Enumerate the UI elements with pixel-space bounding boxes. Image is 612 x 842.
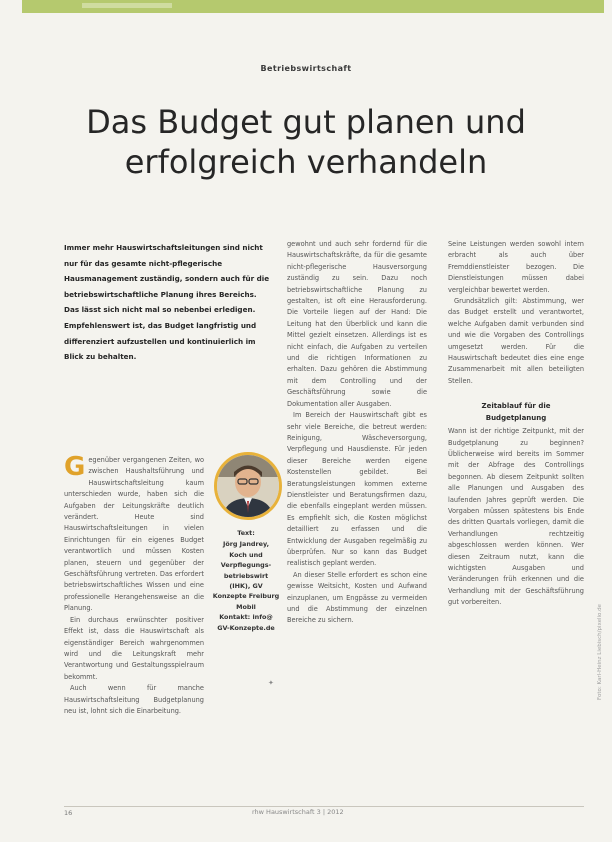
column-middle-paragraph-3: An dieser Stelle erfordert es schon eine gewisse Weitsicht, Kosten und Aufwand einzuplanen, um Engpässe zu vermeiden und die Abstimmung der einzelnen Bereiche zu sichern. bbox=[287, 570, 427, 625]
column-right bbox=[448, 239, 584, 609]
drop-cap: G bbox=[64, 452, 86, 482]
column-right-paragraph-1: Seine Leistungen werden sowohl intern erbracht als auch über Fremddienstleister bezogen. Die Dienstleistungen müssen dabei vergleichbar bewertet werden. bbox=[448, 240, 584, 294]
column-right-subheading bbox=[448, 401, 584, 424]
caption-line: betriebswirt bbox=[223, 571, 269, 580]
caption-line: (IHK), GV bbox=[229, 582, 263, 591]
column-middle bbox=[287, 239, 427, 627]
photo-credit: Foto: Karl-Heinz Liebisch/pixelio.de bbox=[597, 604, 603, 700]
section-label: Betriebswirtschaft bbox=[260, 64, 352, 73]
caption-line: Jörg Jandrey, bbox=[222, 540, 270, 549]
caption-line: Mobil bbox=[236, 602, 256, 611]
subheading-line-2: Budgetplanung bbox=[485, 413, 547, 422]
author-caption bbox=[208, 528, 284, 633]
column-middle-paragraph-1: gewohnt und auch sehr fordernd für die Hauswirtschaftskräfte, da für die gesamte nicht-pflegerische Hausversorgung zuständig zu sein. Dazu noch betriebswirtschaftliche Planung zu gestalten, ist oft eine Herausforderung. Die Vorteile liegen auf der Hand: Die Leitung hat den Überblick und kann die Mittel gezielt einsetzen. Allerdings ist es nicht einfach, die Aufgaben zu verteilen und die richtigen Informationen zu erhalten. Dazu gehören die Abstimmung mit dem Controlling und der Geschäftsführung sowie die Dokumentation aller Ausgaben. bbox=[287, 240, 427, 408]
page-number: 16 bbox=[64, 809, 73, 817]
ornament-icon: ✦ bbox=[268, 679, 274, 687]
caption-label: Text: bbox=[237, 529, 255, 537]
caption-line: GV-Konzepte.de bbox=[217, 623, 275, 632]
footer-magazine-name: rhw Hauswirtschaft 3 | 2012 bbox=[252, 808, 344, 816]
column-middle-paragraph-2: Im Bereich der Hauswirtschaft gibt es sehr viele Bereiche, die betreut werden: Reinigung, Wäscheversorgung, Verpflegung und Hausdienste. Für jeden dieser Bereiche werden eigene Kostenstellen gebildet. Bei Beratungsleistungen kommen externe Dienstleister und Beratungsfirmen dazu, die ebenfalls eingeplant werden müssen. Es empfiehlt sich, die Kosten möglichst detailliert zu erfassen und die Entwicklung der Ausgaben regelmäßig zu überprüfen. Nur so kann das Budget realistisch geplant werden. bbox=[287, 411, 427, 568]
caption-line: Kontakt: info@ bbox=[219, 613, 273, 622]
column-right-paragraph-3: Wann ist der richtige Zeitpunkt, mit der Budgetplanung zu beginnen? Üblicherweise wird bereits im Sommer mit der Abfrage des Controllings begonnen. Ab diesem Zeitpunkt sollten alle Planungen und Ausgaben des laufenden Jahres geprüft werden. Die Vorgaben müssen spätestens bis Ende des dritten Quartals vorliegen, damit die Verhandlungen rechtzeitig abgeschlossen werden können. Wer diesen Zeitraum nutzt, kann die wichtigsten Ausgaben und Veränderungen früh erkennen und die Verhandlung mit der Geschäftsführung gut vorbereiten. bbox=[448, 427, 584, 607]
column-left-paragraph-1-text: egenüber vergangenen Zeiten, wo zwischen Haushaltsführung und Hauswirtschaftsleitung kaum unterschieden wurde, haben sich die Aufgaben der Leitungskräfte deutlich verändert. Heute sind Hauswirtschaftsleitungen in vielen Einrichtungen für ein eigenes Budget verantwortlich und müssen Kosten planen, steuern und gegenüber der Geschäftsführung vertreten. Das erfordert betriebswirtschaftliches Wissen und eine professionelle Herangehensweise an die Planung. bbox=[64, 456, 204, 613]
article-headline bbox=[40, 102, 572, 182]
caption-line: Konzepte Freiburg bbox=[212, 592, 280, 601]
column-left-paragraph-3: Auch wenn für manche Hauswirtschaftsleitung Budgetplanung neu ist, lohnt sich die Einarbeitung. bbox=[64, 684, 204, 715]
caption-line: Koch und bbox=[229, 550, 263, 559]
caption-line: Verpflegungs- bbox=[220, 561, 272, 570]
footer-divider bbox=[64, 806, 584, 807]
headline-line-1: Das Budget gut planen und bbox=[86, 103, 526, 141]
column-left bbox=[64, 452, 204, 717]
top-accent-bar bbox=[22, 0, 604, 13]
column-left-paragraph-1 bbox=[64, 452, 204, 615]
lead-paragraph: Immer mehr Hauswirtschaftsleitungen sind nicht nur für das gesamte nicht-pflegerische Hausmanagement zuständig, sondern auch für die betriebswirtschaftliche Planung ihres Bereichs. Das lässt sich nicht mal so nebenbei erledigen. Empfehlenswert ist, das Budget langfristig und differenziert aufzustellen und kontinuierlich im Blick zu behalten. bbox=[64, 243, 270, 362]
column-right-paragraph-2: Grundsätzlich gilt: Abstimmung, wer das Budget erstellt und verantwortet, welche Aufgaben damit verbunden sind und wie die Vorgaben des Controllings umgesetzt werden. Für die Hauswirtschaft bedeutet dies eine enge Zusammenarbeit mit allen beteiligten Stellen. bbox=[448, 297, 584, 385]
column-left-paragraph-2: Ein durchaus erwünschter positiver Effekt ist, dass die Hauswirtschaft als eigenständiger Bereich wahrgenommen wird und die Leitungskraft mehr Verantwortung und Gestaltungsspielraum bekommt. bbox=[64, 615, 204, 681]
subheading-line-1: Zeitablauf für die bbox=[481, 402, 551, 411]
author-portrait-photo bbox=[214, 452, 282, 520]
headline-line-2: erfolgreich verhandeln bbox=[124, 143, 488, 181]
